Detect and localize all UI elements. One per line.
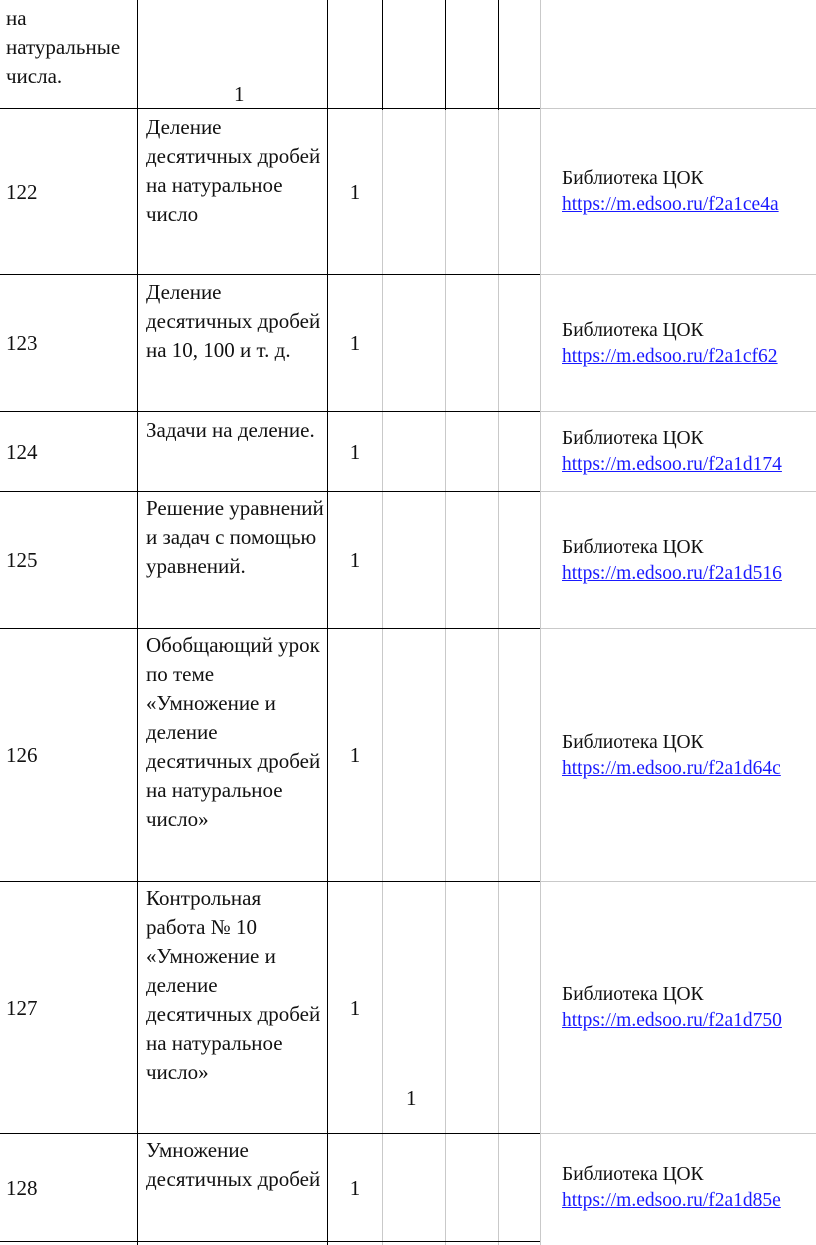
row-resource (562, 630, 816, 881)
row-divider (0, 491, 540, 492)
row-divider (540, 491, 816, 492)
row-topic: Обобщающий урок по теме «Умножение и деление десятичных дробей на натуральное число» (146, 633, 321, 831)
resource-link[interactable]: https://m.edsoo.ru/f2a1d64c (562, 757, 781, 779)
row-number: 123 (6, 331, 38, 355)
col-divider (137, 0, 138, 1245)
row-hours: 1 (349, 548, 361, 572)
row-resource (562, 493, 816, 628)
row-hours: 1 (234, 82, 245, 106)
row-divider (540, 411, 816, 412)
col-divider (382, 110, 383, 1245)
resource-link[interactable]: https://m.edsoo.ru/f2a1d516 (562, 562, 782, 584)
resource-label: Библиотека ЦОК (562, 984, 704, 1005)
row-divider (0, 881, 540, 882)
row-hours: 1 (349, 179, 361, 204)
col-divider (445, 110, 446, 1245)
row-topic: Деление десятичных дробей на натуральное число (146, 115, 321, 226)
row-control-work: 1 (406, 1086, 417, 1110)
col-divider (445, 0, 446, 110)
resource-link[interactable]: https://m.edsoo.ru/f2a1d750 (562, 1010, 782, 1031)
row-resource (562, 110, 816, 274)
row-divider (0, 411, 540, 412)
resource-label: Библиотека ЦОК (562, 731, 704, 753)
resource-link[interactable]: https://m.edsoo.ru/f2a1d174 (562, 454, 782, 475)
resource-label: Библиотека ЦОК (562, 1164, 704, 1185)
row-divider (0, 108, 540, 109)
row-resource (562, 1135, 816, 1241)
col-divider (540, 0, 541, 1245)
row-topic-continued: на натуральные числа. (6, 6, 121, 88)
col-divider (498, 110, 499, 1245)
row-divider (540, 1133, 816, 1134)
row-topic: Деление десятичных дробей на 10, 100 и т. д. (146, 280, 321, 362)
row-divider (540, 628, 816, 629)
row-divider (540, 108, 816, 109)
row-hours: 1 (349, 439, 361, 464)
row-resource (562, 276, 816, 411)
resource-label: Библиотека ЦОК (562, 168, 704, 189)
row-hours: 1 (349, 1175, 361, 1200)
row-divider (0, 628, 540, 629)
row-hours: 1 (349, 995, 361, 1020)
row-topic: Умножение десятичных дробей (146, 1138, 321, 1191)
row-divider (0, 1241, 540, 1242)
resource-link[interactable]: https://m.edsoo.ru/f2a1ce4a (562, 194, 779, 215)
row-resource (562, 413, 816, 491)
resource-label: Библиотека ЦОК (562, 428, 704, 449)
row-resource (562, 883, 816, 1133)
row-number: 127 (6, 995, 38, 1020)
resource-label: Библиотека ЦОК (562, 536, 704, 558)
row-divider (540, 881, 816, 882)
row-number: 122 (6, 179, 38, 204)
resource-link[interactable]: https://m.edsoo.ru/f2a1d85e (562, 1190, 781, 1211)
row-number: 125 (6, 548, 38, 572)
row-divider (540, 274, 816, 275)
col-divider (498, 0, 499, 110)
row-divider (0, 274, 540, 275)
row-topic: Задачи на деление. (146, 418, 315, 442)
row-number: 126 (6, 743, 38, 767)
row-number: 128 (6, 1175, 38, 1200)
col-divider (382, 0, 383, 110)
row-hours: 1 (349, 743, 361, 767)
row-topic: Решение уравнений и задач с помощью уравнений. (146, 496, 324, 578)
row-divider (0, 1133, 540, 1134)
resource-link[interactable]: https://m.edsoo.ru/f2a1cf62 (562, 345, 778, 367)
resource-label: Библиотека ЦОК (562, 319, 704, 341)
col-divider (327, 0, 328, 1245)
row-topic: Контрольная работа № 10 «Умножение и деление десятичных дробей на натуральное число» (146, 886, 321, 1084)
row-hours: 1 (349, 331, 361, 355)
row-number: 124 (6, 439, 38, 464)
